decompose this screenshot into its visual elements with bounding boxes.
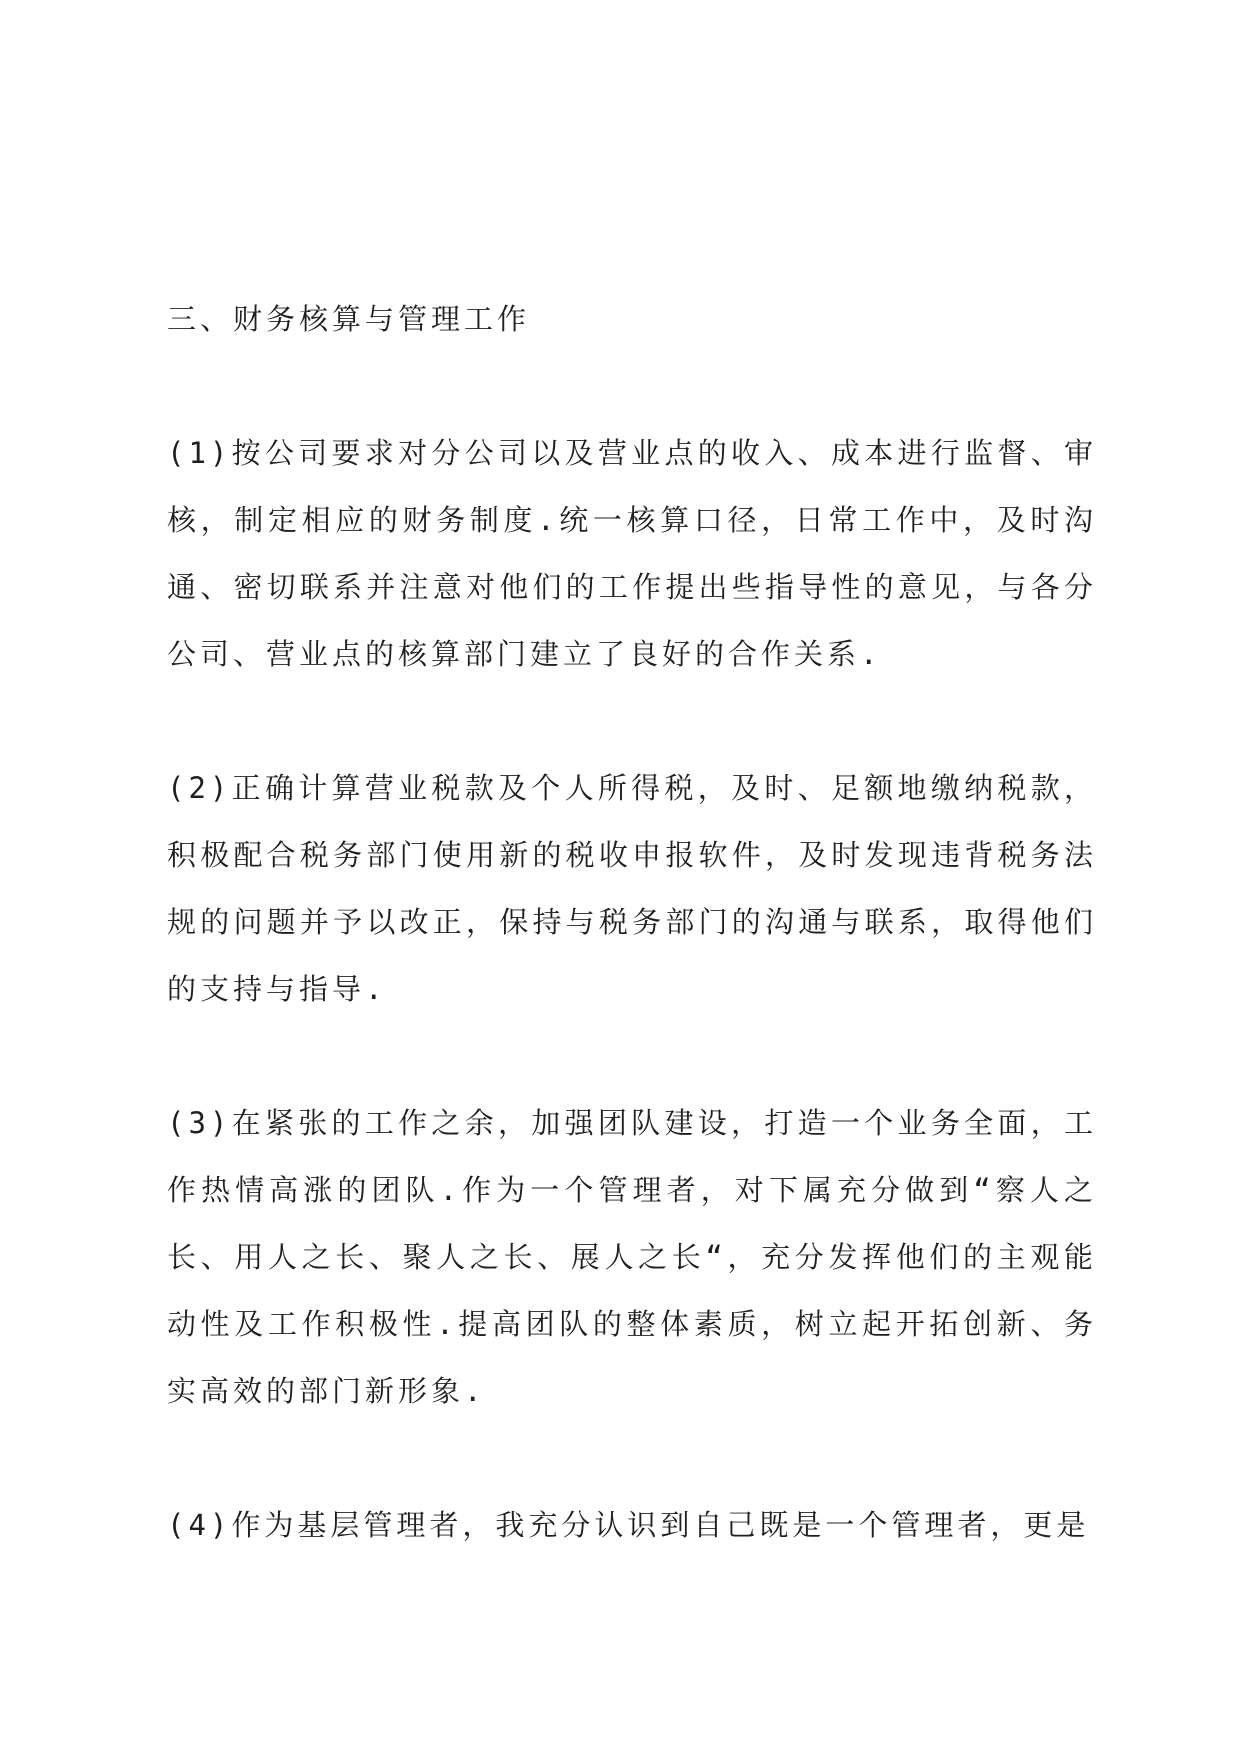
paragraph-1: (1)按公司要求对分公司以及营业点的收入、成本进行监督、审核，制定相应的财务制度.统一核算口径，日常工作中，及时沟通、密切联系并注意对他们的工作提出些指导性的意见，与各分公司、营业点的核算部门建立了良好的合作关系. (167, 436, 1097, 671)
paragraph-2: (2)正确计算营业税款及个人所得税，及时、足额地缴纳税款，积极配合税务部门使用新的税收申报软件，及时发现违背税务法规的问题并予以改正，保持与税务部门的沟通与联系，取得他们的支持与指导. (167, 771, 1097, 1006)
section-heading: 三、财务核算与管理工作 (167, 302, 531, 336)
document-body (167, 286, 1097, 1559)
paragraph-4: (4)作为基层管理者，我充分认识到自己既是一个管理者，更是 (167, 1508, 1090, 1542)
paragraph-3: (3)在紧张的工作之余，加强团队建设，打造一个业务全面，工作热情高涨的团队.作为一个管理者，对下属充分做到“察人之长、用人之长、聚人之长、展人之长“，充分发挥他们的主观能动性及工作积极性.提高团队的整体素质，树立起开拓创新、务实高效的部门新形象. (167, 1106, 1097, 1408)
